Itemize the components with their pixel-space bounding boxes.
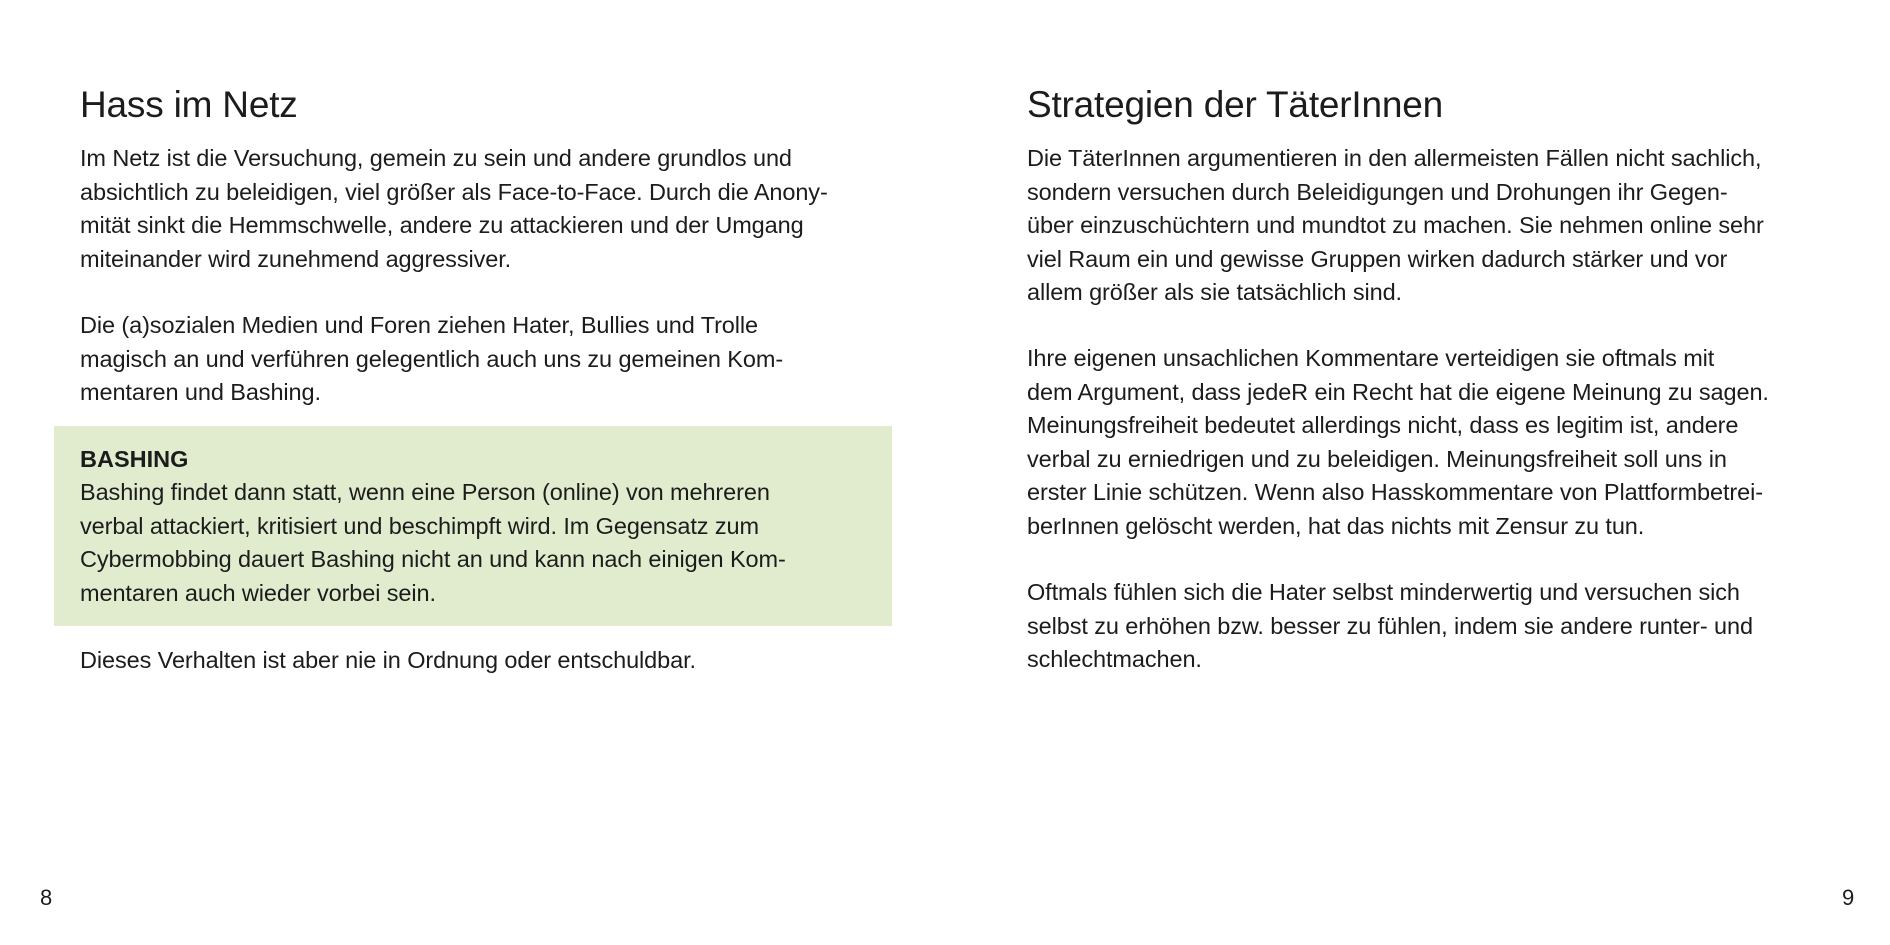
page-number-left: 8 [40,885,53,910]
page-number-right: 9 [1842,885,1855,910]
left-page-heading: Hass im Netz [80,84,298,125]
bashing-box-title: BASHING [80,446,189,472]
bashing-definition-box [54,426,892,626]
right-paragraph-1: Die TäterInnen argumentieren in den allermeisten Fällen nicht sachlich, sondern versuchen durch Beleidigungen und Drohungen ihr Gegen- über einzuschüchtern und mundtot zu machen. Sie nehmen online sehr viel Raum ein und gewisse Gruppen wirken dadurch stärker und vor allem größer als sie tatsächlich sind. [1027,145,1764,305]
bashing-box-text: Bashing findet dann statt, wenn eine Person (online) von mehreren verbal attackiert, kritisiert und beschimpft wird. Im Gegensatz zum Cybermobbing dauert Bashing nicht an und kann nach einigen Kom- mentaren auch wieder vorbei sein. [80,479,786,606]
right-page [945,0,1890,945]
left-paragraph-1: Im Netz ist die Versuchung, gemein zu sein und andere grundlos und absichtlich zu beleidigen, viel größer als Face-to-Face. Durch die Anony- mität sinkt die Hemmschwelle, andere zu attackieren und der Umgang miteinander wird zunehmend aggressiver. [80,145,828,272]
right-page-heading: Strategien der TäterInnen [1027,84,1443,125]
right-paragraph-3: Oftmals fühlen sich die Hater selbst minderwertig und versuchen sich selbst zu erhöhen bzw. besser zu fühlen, indem sie andere runter- und schlechtmachen. [1027,579,1753,672]
right-paragraph-2: Ihre eigenen unsachlichen Kommentare verteidigen sie oftmals mit dem Argument, dass jedeR ein Recht hat die eigene Meinung zu sagen. Meinungsfreiheit bedeutet allerdings nicht, dass es legitim ist, andere verbal zu erniedrigen und zu beleidigen. Meinungsfreiheit soll uns in erster Linie schützen. Wenn also Hasskommentare von Plattformbetrei- berInnen gelöscht werden, hat das nichts mit Zensur zu tun. [1027,345,1769,539]
left-paragraph-3: Dieses Verhalten ist aber nie in Ordnung oder entschuldbar. [80,647,696,673]
left-paragraph-2: Die (a)sozialen Medien und Foren ziehen Hater, Bullies und Trolle magisch an und verführen gelegentlich auch uns zu gemeinen Kom- mentaren und Bashing. [80,312,784,405]
